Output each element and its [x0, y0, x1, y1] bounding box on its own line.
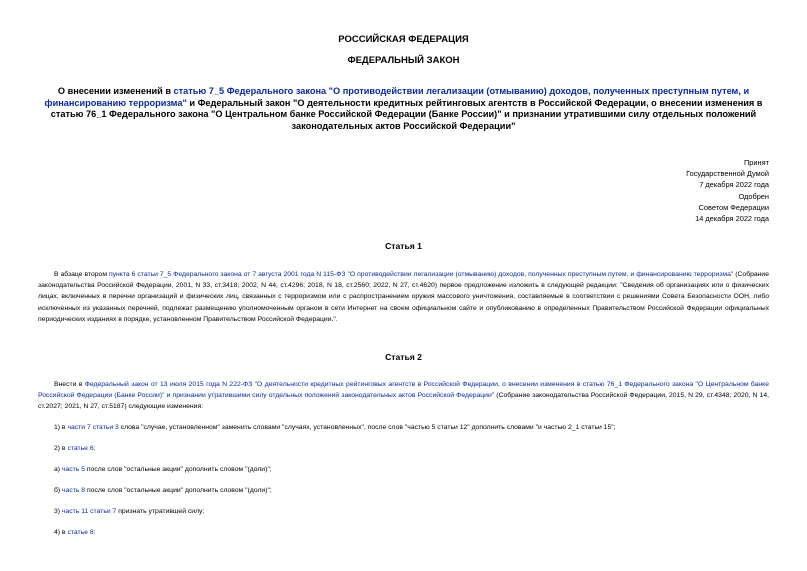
- list-item: 4) в статье 8:: [54, 529, 96, 536]
- country-heading: РОССИЙСКАЯ ФЕДЕРАЦИЯ: [338, 34, 469, 45]
- article-1-text-start: В абзаце втором: [54, 271, 109, 278]
- item-6-link[interactable]: статье 8: [67, 529, 94, 536]
- item-1-link[interactable]: части 7 статьи 3: [67, 424, 119, 431]
- adopted-label: Принят: [743, 158, 769, 167]
- list-item: 2) в статье 6:: [54, 445, 96, 452]
- article-2-text-start: Внести в: [54, 381, 85, 388]
- approved-date: 14 декабря 2022 года: [695, 214, 769, 224]
- article-1-paragraph: [38, 269, 769, 325]
- list-item: 3) часть 11 статьи 7 признать утратившей силу;: [54, 508, 205, 515]
- law-type-heading: ФЕДЕРАЛЬНЫЙ ЗАКОН: [347, 55, 460, 66]
- article-1-heading: Статья 1: [385, 241, 422, 251]
- item-3-link[interactable]: часть 5: [61, 466, 85, 473]
- list-item: а) часть 5 после слов "остальные акции" дополнить словом "(доли)";: [54, 466, 272, 473]
- article-2-link[interactable]: Федеральный закон от 13 июля 2015 года N 222-ФЗ "О деятельности кредитных рейтинговых агентств в Российской Федерации, о внесении изменения в статью 76_1 Федерального закона "О Центральном банке Российской Федерации (Банке России)" и признании утратившими силу отдельных положений законодательных актов Российской Федерации": [38, 381, 769, 400]
- approved-by: Советом Федерации: [698, 202, 769, 212]
- law-title: [34, 86, 773, 132]
- adopted-by: Государственной Думой: [686, 169, 769, 179]
- title-text-end: и Федеральный закон "О деятельности кредитных рейтинговых агентств в Российской Федерации, о внесении изменения в статью 76_1 Федерального закона "О Центральном банке Российской Федерации (Банке России)" и признании утратившими силу отдельных положений законодательных актов Российской Федерации": [50, 97, 763, 131]
- article-2-text-rest: (Собрание законодательства Российской Федерации, 2015, N 29, ст.4348; 2020, N 14, ст.2027; 2021, N 27, ст.5187) следующие изменения:: [38, 392, 770, 411]
- title-text-start: О внесении изменений в: [57, 86, 174, 96]
- list-item: 1) в части 7 статьи 3 слова "случае, установленном" заменить словами "случаях, установленных", после слов "частью 5 статьи 12" дополнить словами "и частью 2_1 статьи 15";: [54, 424, 616, 431]
- adoption-block: [629, 157, 769, 224]
- article-1-text-rest: (Собрание законодательства Российской Федерации, 2001, N 33, ст.3418; 2002, N 44, ст.4296; 2018, N 18, ст.2560; 2022, N 27, ст.4620) первое предложение изложить в следующей редакции: "Сведения об организациях или о физических лицах, включенных в перечни организаций и физических лиц, связанных с терроризмом или с распространением оружия массового уничтожения, составляемые в соответствии с решениями Совета Безопасности ООН, либо исключенных из указанных перечней, подлежат размещению уполномоченным органом в сети Интернет на своем официальном сайте и опубликованию в определенных Правительством Российской Федерации официальных периодических изданиях в порядке, установленном Правительством Российской Федерации.".: [38, 271, 770, 323]
- item-4-link[interactable]: часть 8: [62, 487, 86, 494]
- article-2-heading: Статья 2: [385, 352, 422, 362]
- title-link[interactable]: статью 7_5 Федерального закона "О противодействии легализации (отмыванию) доходов, полученных преступным путем, и финансированию терроризма": [44, 86, 750, 108]
- article-2-paragraph: [38, 379, 769, 413]
- item-5-link[interactable]: часть 11 статьи 7: [61, 508, 117, 515]
- item-2-link[interactable]: статье 6: [67, 445, 94, 452]
- list-item: б) часть 8 после слов "остальные акции" дополнить словом "(доли)";: [54, 487, 272, 494]
- adopted-date: 7 декабря 2022 года: [699, 180, 769, 190]
- article-1-link[interactable]: пункта 6 статьи 7_5 Федерального закона от 7 августа 2001 года N 115-ФЗ "О противодействии легализации (отмыванию) доходов, полученных преступным путем, и финансированию терроризма": [108, 271, 734, 278]
- approved-label: Одобрен: [738, 191, 769, 201]
